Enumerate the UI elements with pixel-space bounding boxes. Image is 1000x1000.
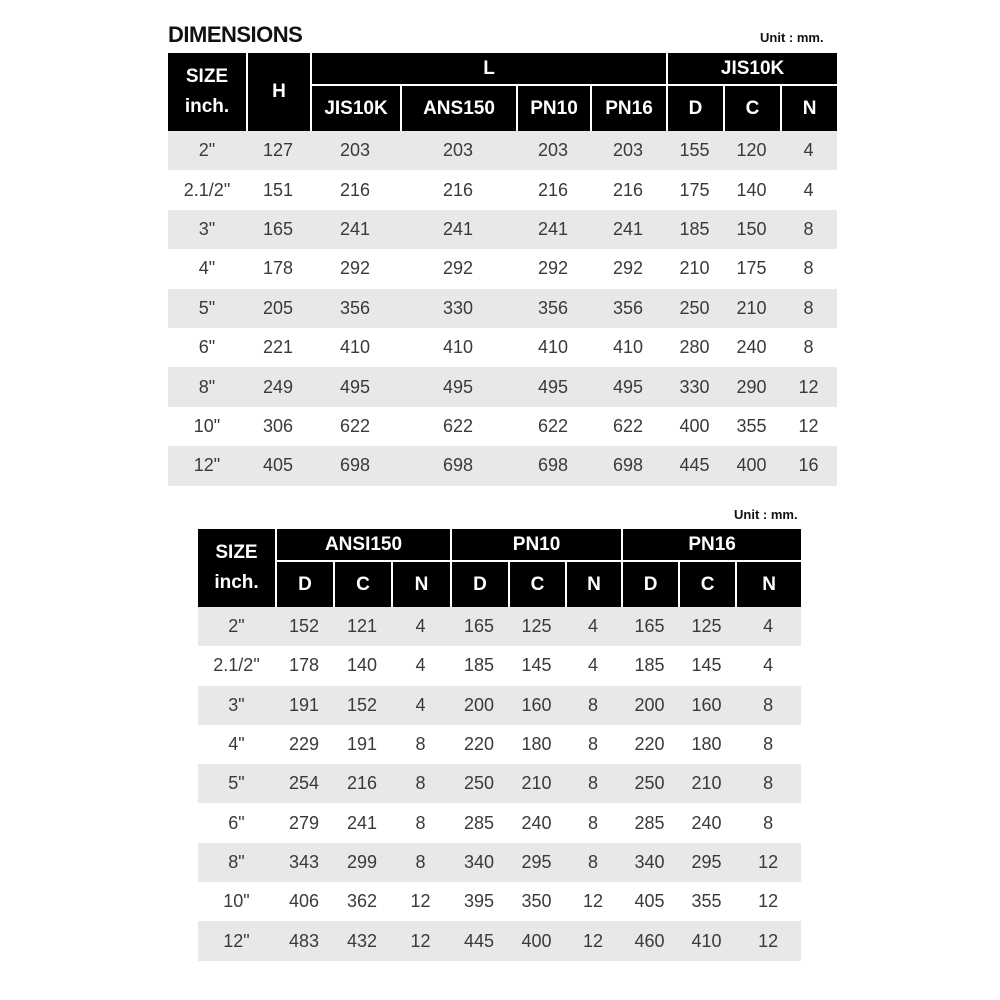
table-row [168,131,837,170]
value-cell: 12 [565,921,621,960]
value-cell: 160 [508,686,565,725]
value-cell: 330 [400,289,516,328]
value-cell: 4 [391,686,450,725]
value-cell: 152 [333,686,391,725]
value-cell: 216 [400,170,516,209]
value-cell: 410 [516,328,590,367]
value-cell: 178 [275,646,333,685]
value-cell: 12 [735,882,801,921]
value-cell: 216 [310,170,400,209]
table-row [168,170,837,209]
value-cell: 350 [508,882,565,921]
size-cell: 10" [198,882,275,921]
table-row [198,607,801,646]
l-sub-header: JIS10K [310,84,400,131]
value-cell: 216 [590,170,666,209]
value-cell: 299 [333,843,391,882]
value-cell: 8 [735,764,801,803]
jis-group-header: JIS10K [666,53,837,84]
value-cell: 8 [735,686,801,725]
table-row [198,686,801,725]
flange-table-body [198,607,801,961]
value-cell: 4 [565,607,621,646]
value-cell: 285 [450,803,508,842]
value-cell: 216 [516,170,590,209]
jis-sub-header: D [666,84,723,131]
value-cell: 8 [565,725,621,764]
value-cell: 698 [590,446,666,485]
value-cell: 406 [275,882,333,921]
sub-header: C [678,560,735,607]
value-cell: 8 [565,843,621,882]
value-cell: 8 [565,764,621,803]
value-cell: 355 [723,407,780,446]
value-cell: 8 [391,725,450,764]
value-cell: 356 [310,289,400,328]
value-cell: 185 [621,646,678,685]
value-cell: 400 [723,446,780,485]
value-cell: 200 [450,686,508,725]
value-cell: 210 [666,249,723,288]
l-sub-header: PN16 [590,84,666,131]
value-cell: 400 [666,407,723,446]
value-cell: 4 [780,131,837,170]
value-cell: 240 [508,803,565,842]
value-cell: 285 [621,803,678,842]
value-cell: 295 [678,843,735,882]
value-cell: 4 [565,646,621,685]
value-cell: 8 [780,210,837,249]
value-cell: 241 [400,210,516,249]
value-cell: 241 [516,210,590,249]
value-cell: 145 [508,646,565,685]
table-row [198,843,801,882]
value-cell: 203 [590,131,666,170]
pn16-header: PN16 [621,529,801,560]
value-cell: 410 [678,921,735,960]
value-cell: 12 [391,921,450,960]
value-cell: 362 [333,882,391,921]
jis-sub-header: N [780,84,837,131]
value-cell: 210 [723,289,780,328]
value-cell: 622 [516,407,590,446]
size-cell: 4" [198,725,275,764]
value-cell: 160 [678,686,735,725]
value-cell: 279 [275,803,333,842]
value-cell: 432 [333,921,391,960]
value-cell: 180 [678,725,735,764]
value-cell: 220 [450,725,508,764]
table-row [168,289,837,328]
value-cell: 4 [780,170,837,209]
size-cell: 5" [198,764,275,803]
value-cell: 4 [391,607,450,646]
size-cell: 3" [198,686,275,725]
value-cell: 240 [678,803,735,842]
table-row [198,764,801,803]
value-cell: 203 [310,131,400,170]
value-cell: 121 [333,607,391,646]
value-cell: 185 [666,210,723,249]
page-title: DIMENSIONS [168,22,303,47]
value-cell: 12 [565,882,621,921]
table-row [168,328,837,367]
value-cell: 280 [666,328,723,367]
value-cell: 395 [450,882,508,921]
size-cell: 3" [168,210,246,249]
sub-header: N [391,560,450,607]
sub-header: N [565,560,621,607]
value-cell: 340 [450,843,508,882]
value-cell: 483 [275,921,333,960]
sub-header: N [735,560,801,607]
l-header: L [310,53,666,84]
value-cell: 191 [333,725,391,764]
sub-header: D [275,560,333,607]
size-cell: 12" [168,446,246,485]
value-cell: 698 [516,446,590,485]
value-cell: 290 [723,367,780,406]
table-row [198,725,801,764]
value-cell: 445 [450,921,508,960]
size-header: SIZE inch. [198,529,275,607]
table-row [198,646,801,685]
value-cell: 495 [400,367,516,406]
value-cell: 216 [333,764,391,803]
value-cell: 210 [678,764,735,803]
value-cell: 445 [666,446,723,485]
value-cell: 175 [723,249,780,288]
value-cell: 306 [246,407,310,446]
dimensions-table [168,53,837,486]
value-cell: 120 [723,131,780,170]
value-cell: 495 [516,367,590,406]
value-cell: 8 [780,249,837,288]
table-row [168,249,837,288]
pn10-header: PN10 [450,529,621,560]
value-cell: 205 [246,289,310,328]
value-cell: 292 [590,249,666,288]
size-cell: 4" [168,249,246,288]
size-cell: 8" [198,843,275,882]
value-cell: 180 [508,725,565,764]
value-cell: 355 [678,882,735,921]
value-cell: 220 [621,725,678,764]
value-cell: 410 [400,328,516,367]
value-cell: 340 [621,843,678,882]
value-cell: 12 [780,407,837,446]
value-cell: 4 [391,646,450,685]
value-cell: 200 [621,686,678,725]
value-cell: 140 [723,170,780,209]
jis-sub-header: C [723,84,780,131]
sub-header: D [450,560,508,607]
value-cell: 8 [391,764,450,803]
value-cell: 8 [391,803,450,842]
size-cell: 8" [168,367,246,406]
value-cell: 240 [723,328,780,367]
sub-header: C [333,560,391,607]
value-cell: 12 [780,367,837,406]
value-cell: 495 [590,367,666,406]
l-sub-header: ANS150 [400,84,516,131]
value-cell: 8 [780,328,837,367]
value-cell: 229 [275,725,333,764]
value-cell: 165 [450,607,508,646]
flange-table [198,529,801,961]
value-cell: 410 [590,328,666,367]
value-cell: 343 [275,843,333,882]
value-cell: 210 [508,764,565,803]
value-cell: 405 [621,882,678,921]
value-cell: 405 [246,446,310,485]
value-cell: 292 [310,249,400,288]
value-cell: 150 [723,210,780,249]
value-cell: 356 [590,289,666,328]
value-cell: 8 [780,289,837,328]
value-cell: 356 [516,289,590,328]
value-cell: 400 [508,921,565,960]
value-cell: 191 [275,686,333,725]
value-cell: 460 [621,921,678,960]
value-cell: 698 [310,446,400,485]
value-cell: 250 [666,289,723,328]
value-cell: 125 [508,607,565,646]
value-cell: 8 [565,803,621,842]
value-cell: 4 [735,607,801,646]
size-header: SIZE inch. [168,53,246,131]
value-cell: 178 [246,249,310,288]
value-cell: 250 [621,764,678,803]
size-cell: 2.1/2" [198,646,275,685]
value-cell: 4 [735,646,801,685]
value-cell: 155 [666,131,723,170]
value-cell: 241 [590,210,666,249]
size-cell: 2" [198,607,275,646]
value-cell: 241 [333,803,391,842]
value-cell: 622 [310,407,400,446]
size-cell: 10" [168,407,246,446]
value-cell: 175 [666,170,723,209]
unit-label-bottom: Unit : mm. [734,507,798,522]
value-cell: 295 [508,843,565,882]
value-cell: 203 [400,131,516,170]
value-cell: 12 [735,843,801,882]
table-row [168,367,837,406]
value-cell: 165 [621,607,678,646]
value-cell: 410 [310,328,400,367]
value-cell: 250 [450,764,508,803]
table-row [198,803,801,842]
size-cell: 2" [168,131,246,170]
value-cell: 698 [400,446,516,485]
ansi150-header: ANSI150 [275,529,450,560]
value-cell: 185 [450,646,508,685]
table-row [168,210,837,249]
size-cell: 2.1/2" [168,170,246,209]
value-cell: 254 [275,764,333,803]
value-cell: 8 [735,725,801,764]
value-cell: 495 [310,367,400,406]
sub-header: C [508,560,565,607]
value-cell: 292 [400,249,516,288]
table-row [168,407,837,446]
value-cell: 203 [516,131,590,170]
value-cell: 140 [333,646,391,685]
value-cell: 145 [678,646,735,685]
value-cell: 16 [780,446,837,485]
table-row [198,921,801,960]
size-cell: 6" [168,328,246,367]
sub-header: D [621,560,678,607]
table-row [168,446,837,485]
size-cell: 12" [198,921,275,960]
value-cell: 622 [590,407,666,446]
value-cell: 165 [246,210,310,249]
value-cell: 249 [246,367,310,406]
value-cell: 127 [246,131,310,170]
value-cell: 152 [275,607,333,646]
h-header: H [246,53,310,131]
value-cell: 292 [516,249,590,288]
value-cell: 8 [735,803,801,842]
value-cell: 8 [391,843,450,882]
dimensions-table-body [168,131,837,486]
value-cell: 12 [735,921,801,960]
value-cell: 241 [310,210,400,249]
value-cell: 12 [391,882,450,921]
size-cell: 6" [198,803,275,842]
table-row [198,882,801,921]
size-cell: 5" [168,289,246,328]
value-cell: 622 [400,407,516,446]
value-cell: 125 [678,607,735,646]
value-cell: 221 [246,328,310,367]
value-cell: 151 [246,170,310,209]
value-cell: 330 [666,367,723,406]
unit-label-top: Unit : mm. [760,30,824,45]
value-cell: 8 [565,686,621,725]
l-sub-header: PN10 [516,84,590,131]
